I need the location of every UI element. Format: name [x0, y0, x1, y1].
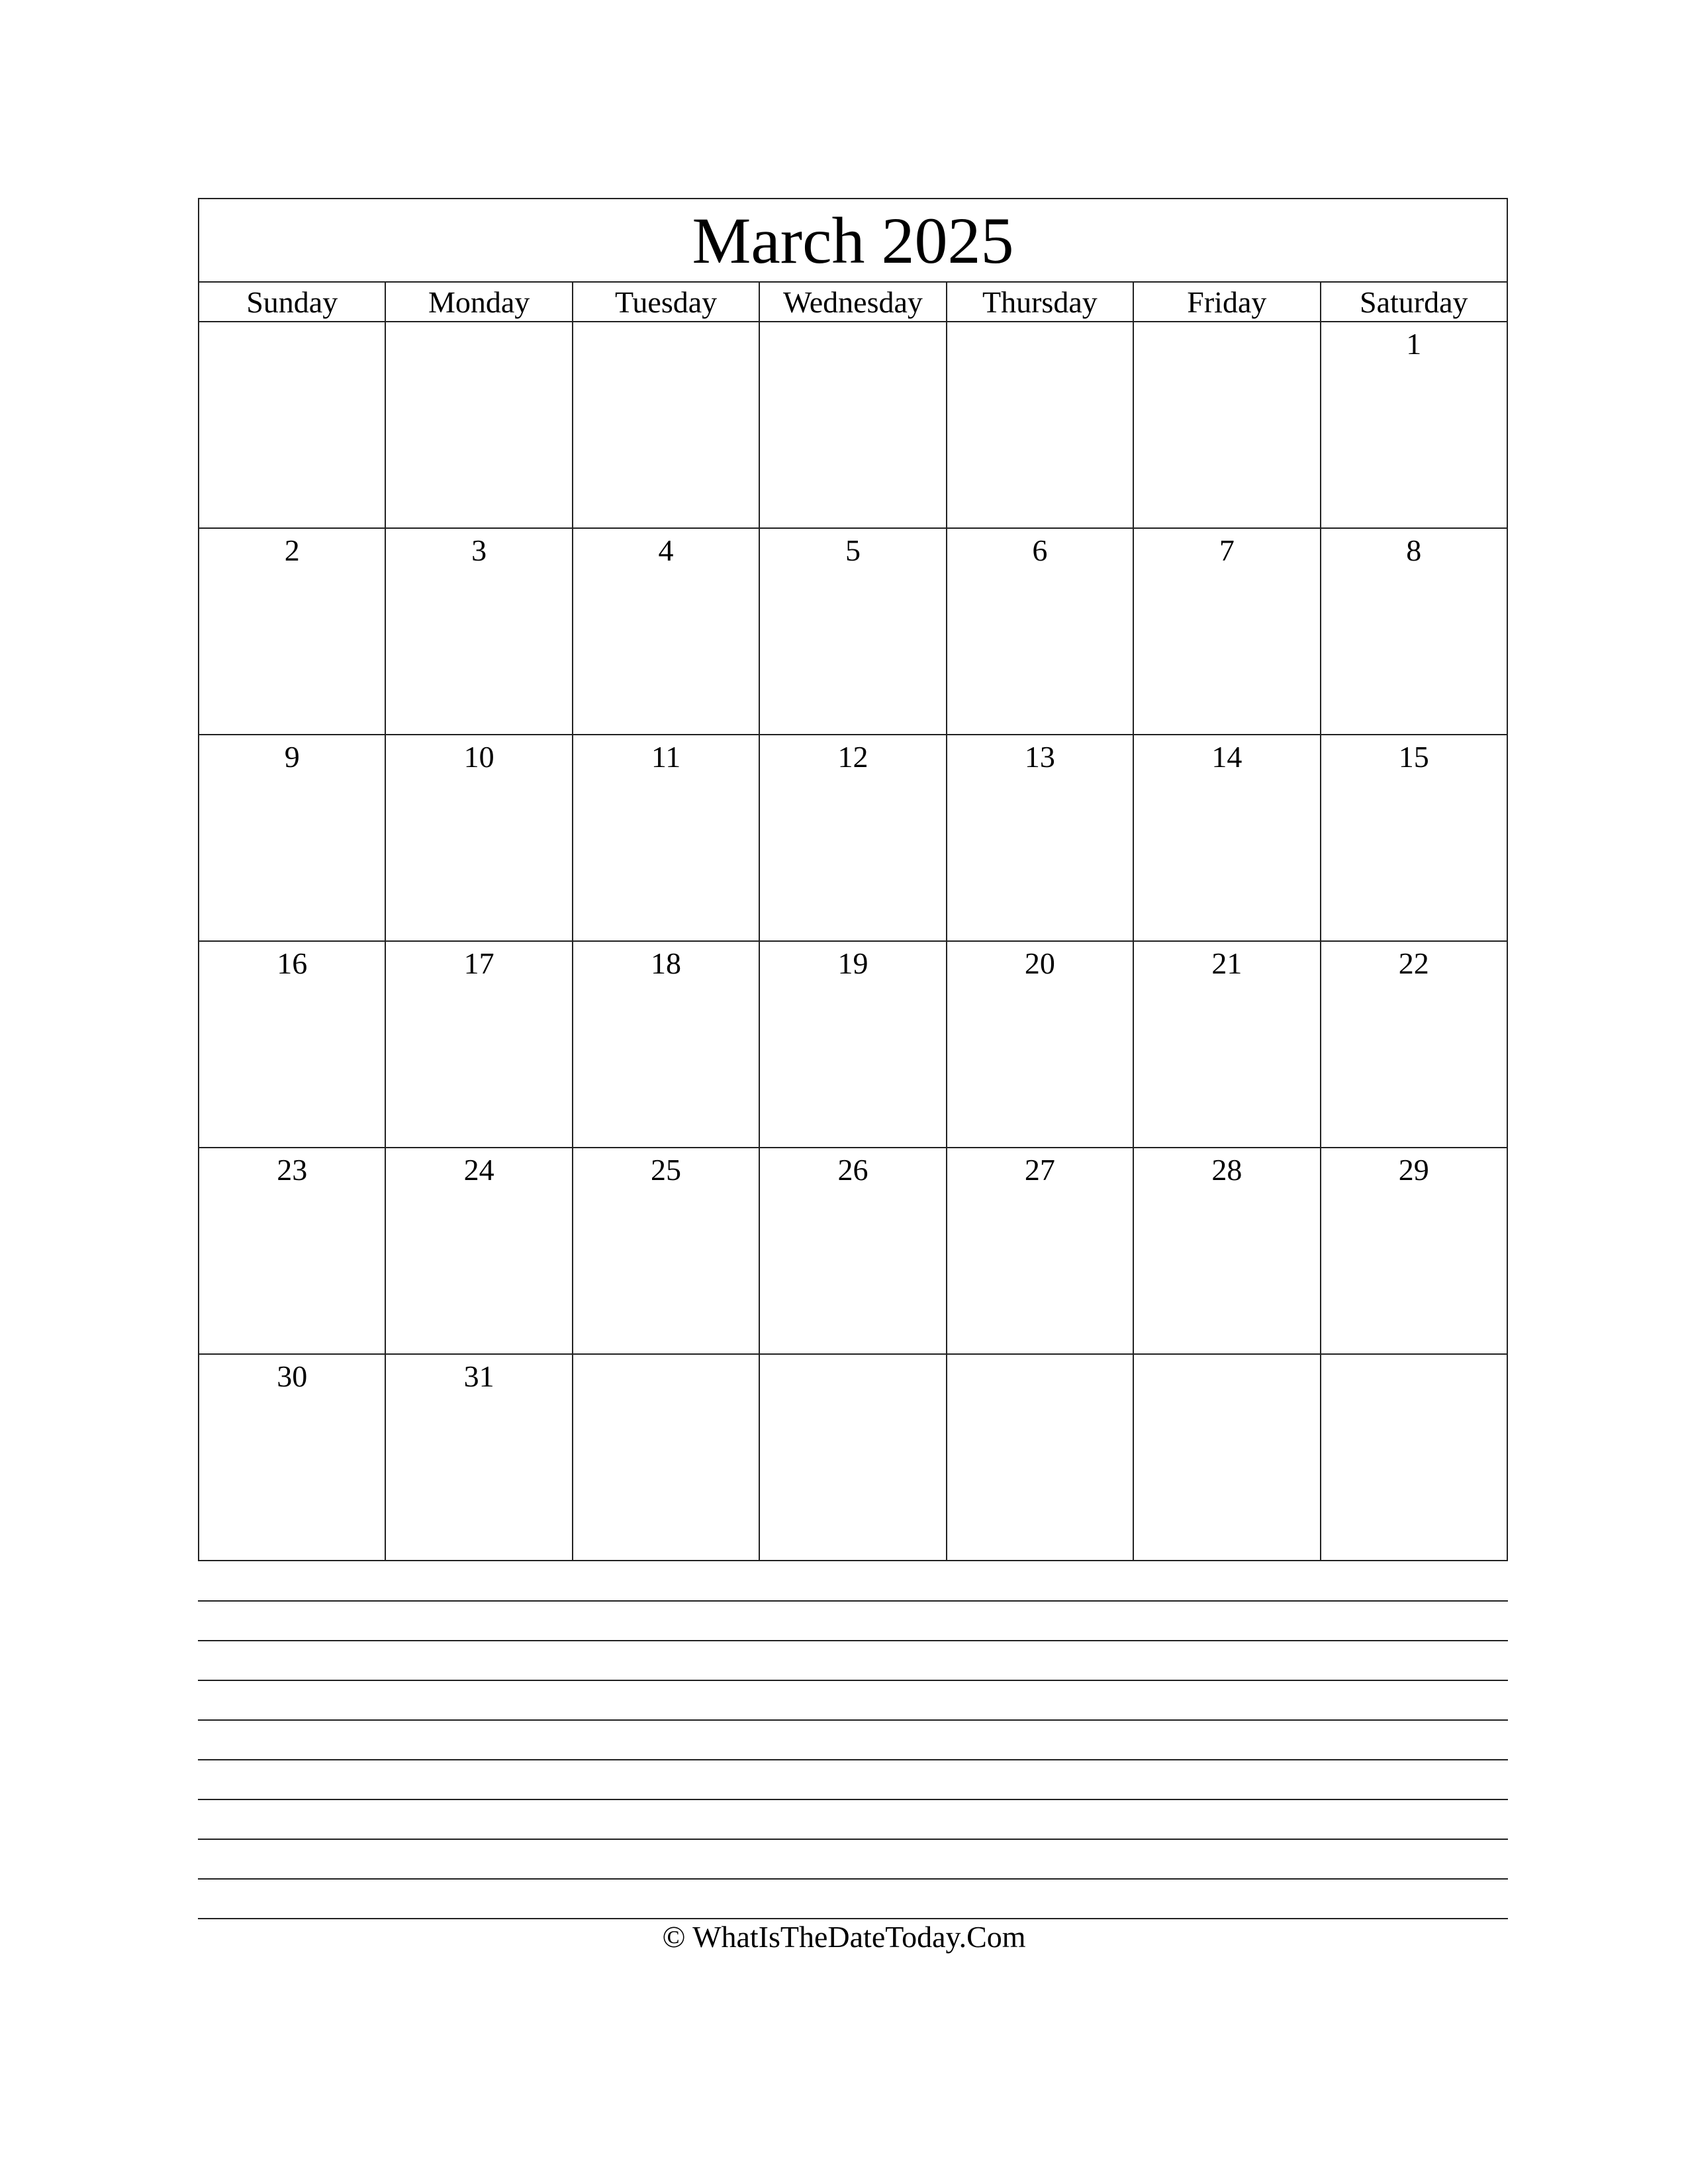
notes-lines [198, 1600, 1508, 1919]
day-cell: 22 [1398, 946, 1429, 980]
week-row [199, 735, 1507, 942]
day-cell: 3 [386, 529, 573, 734]
day-cell: 1 [1406, 327, 1422, 361]
day-cell: 24 [386, 1148, 573, 1353]
note-line [198, 1840, 1508, 1880]
day-cell: 23 [199, 1148, 386, 1353]
day-cell: 11 [573, 735, 760, 940]
note-line [198, 1721, 1508, 1760]
week-row [199, 942, 1507, 1148]
calendar-grid [199, 322, 1507, 1560]
day-cell [386, 322, 573, 527]
day-cell: 12 [760, 735, 947, 940]
weekday-tuesday: Tuesday [573, 283, 760, 321]
weekday-thursday: Thursday [947, 283, 1134, 321]
calendar-title: March 2025 [199, 199, 1507, 283]
week-row [199, 322, 1507, 529]
week-row [199, 1355, 1507, 1560]
day-cell [760, 1355, 947, 1560]
day-cell [199, 322, 386, 527]
day-cell: 28 [1134, 1148, 1321, 1353]
month-calendar [198, 198, 1508, 1561]
copyright-footer: © WhatIsTheDateToday.Com [662, 1920, 1026, 1954]
day-cell: 14 [1134, 735, 1321, 940]
day-cell [1134, 322, 1321, 527]
note-line [198, 1880, 1508, 1919]
weekday-header-row [199, 283, 1507, 322]
day-cell: 31 [386, 1355, 573, 1560]
week-row [199, 1148, 1507, 1355]
day-cell: 2 [199, 529, 386, 734]
note-line [198, 1760, 1508, 1800]
day-cell: 5 [760, 529, 947, 734]
day-cell [1321, 1355, 1507, 1560]
day-cell: 25 [573, 1148, 760, 1353]
day-cell: 18 [573, 942, 760, 1147]
day-cell: 15 [1398, 740, 1429, 774]
weekday-friday: Friday [1134, 283, 1321, 321]
weekday-monday: Monday [386, 283, 573, 321]
day-cell: 10 [386, 735, 573, 940]
day-cell [573, 322, 760, 527]
day-cell: 6 [947, 529, 1134, 734]
day-cell: 8 [1406, 533, 1422, 567]
day-cell: 7 [1134, 529, 1321, 734]
day-cell: 9 [199, 735, 386, 940]
day-cell [947, 322, 1134, 527]
day-cell: 21 [1134, 942, 1321, 1147]
weekday-sunday: Sunday [199, 283, 386, 321]
day-cell: 17 [386, 942, 573, 1147]
day-cell: 29 [1398, 1153, 1429, 1187]
day-cell: 13 [947, 735, 1134, 940]
day-cell: 16 [199, 942, 386, 1147]
day-cell [760, 322, 947, 527]
day-cell [573, 1355, 760, 1560]
note-line [198, 1641, 1508, 1681]
day-cell [1134, 1355, 1321, 1560]
day-cell: 26 [760, 1148, 947, 1353]
weekday-wednesday: Wednesday [760, 283, 947, 321]
note-line [198, 1800, 1508, 1840]
note-line [198, 1602, 1508, 1641]
week-row [199, 529, 1507, 735]
day-cell: 30 [199, 1355, 386, 1560]
day-cell: 4 [573, 529, 760, 734]
day-cell: 20 [947, 942, 1134, 1147]
weekday-saturday: Saturday [1359, 285, 1468, 319]
day-cell: 27 [947, 1148, 1134, 1353]
day-cell [947, 1355, 1134, 1560]
note-line [198, 1681, 1508, 1721]
day-cell: 19 [760, 942, 947, 1147]
